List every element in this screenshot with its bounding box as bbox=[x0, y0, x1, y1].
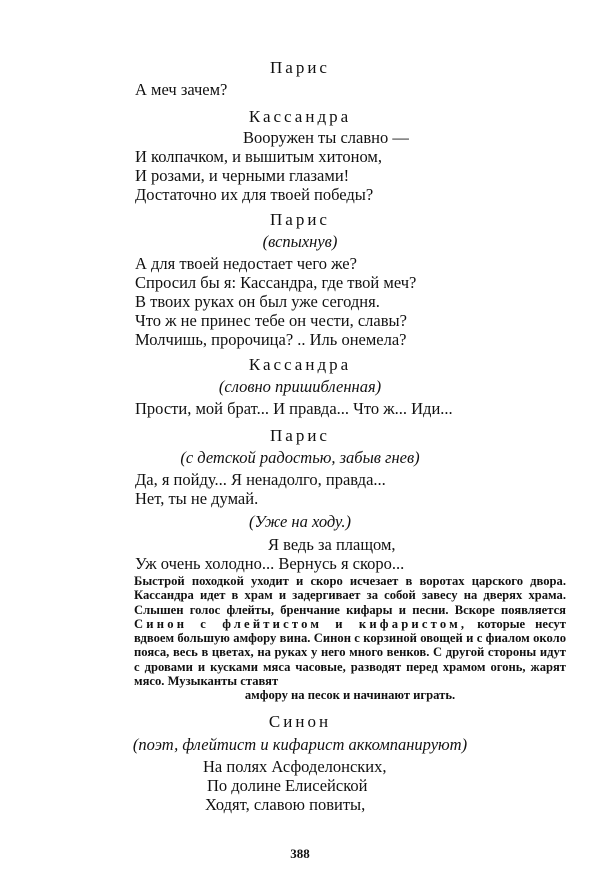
verse-line: По долине Елисейской bbox=[207, 776, 368, 795]
verse-line: А для твоей недостает чего же? bbox=[135, 254, 357, 273]
speaker-heading: Парис bbox=[270, 58, 330, 77]
page-number: 388 bbox=[290, 846, 310, 861]
speaker-heading: Кассандра bbox=[248, 355, 352, 374]
verse-line: А меч зачем? bbox=[135, 80, 228, 99]
verse-line: Вооружен ты славно — bbox=[243, 128, 409, 147]
speaker-heading: Парис bbox=[270, 426, 330, 445]
stage-direction-paragraph bbox=[134, 574, 566, 703]
verse-line: И колпачком, и вышитым хитоном, bbox=[135, 147, 382, 166]
stage-text: Быстрой походкой уходит и скоро исчезает в воротах царского двора. Кассандра идет в храм и задергивает за собой завесу на дверях храма. Слышен голос флейты, бренчание кифары и песни. Вскоре появляется bbox=[134, 574, 566, 617]
stage-direction: (Уже на ходу.) bbox=[249, 512, 351, 531]
verse-line: Да, я пойду... Я ненадолго, правда... bbox=[135, 470, 386, 489]
verse-line: Я ведь за плащом, bbox=[268, 535, 396, 554]
stage-direction: (с детской радостью, забыв гнев) bbox=[180, 448, 420, 467]
stage-direction: (поэт, флейтист и кифарист аккомпанируют) bbox=[132, 735, 468, 754]
stage-text: которые несут вдвоем большую амфору вина. Синон с корзиной овощей и с фиалом около пояса, весь в цветах, на руках у него много венков. С другой стороны идут с дровами и кусками мяса часовые, разводят перед храмом огонь, жарят мясо. Музыканты ставят bbox=[134, 616, 566, 689]
verse-line: На полях Асфоделонских, bbox=[203, 757, 387, 776]
verse-line: Прости, мой брат... И правда... Что ж... Иди... bbox=[135, 399, 453, 418]
verse-line: Достаточно их для твоей победы? bbox=[135, 185, 374, 204]
stage-direction: (словно пришибленная) bbox=[218, 377, 382, 396]
verse-line: Ходят, славою повиты, bbox=[205, 795, 366, 814]
stage-text-spaced: Синон с флейтистом и кифаристом, bbox=[134, 616, 468, 631]
verse-line: Молчишь, пророчица? .. Иль онемела? bbox=[135, 330, 407, 349]
verse-line: Уж очень холодно... Вернусь я скоро... bbox=[135, 554, 405, 573]
stage-direction: (вспыхнув) bbox=[262, 232, 338, 251]
speaker-heading: Парис bbox=[270, 210, 330, 229]
verse-line: Спросил бы я: Кассандра, где твой меч? bbox=[135, 273, 417, 292]
speaker-heading: Кассандра bbox=[248, 107, 352, 126]
verse-line: В твоих руках он был уже сегодня. bbox=[135, 292, 380, 311]
speaker-heading: Синон bbox=[268, 712, 332, 731]
verse-line: И розами, и черными глазами! bbox=[135, 166, 350, 185]
stage-text: амфору на песок и начинают играть. bbox=[244, 688, 456, 703]
verse-line: Нет, ты не думай. bbox=[135, 489, 259, 508]
verse-line: Что ж не принес тебе он чести, славы? bbox=[135, 311, 407, 330]
